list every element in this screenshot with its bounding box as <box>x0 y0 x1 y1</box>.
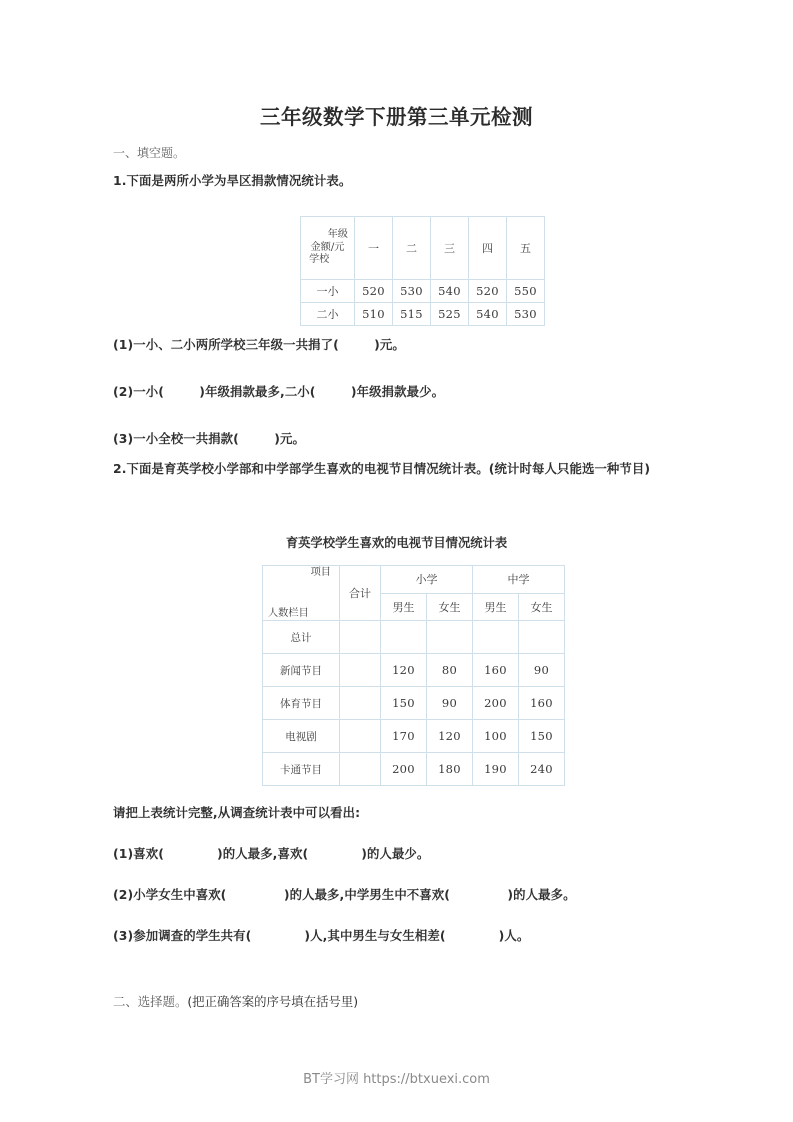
tv-cell-1-3: 90 <box>519 654 565 687</box>
donation-cell-1-4: 530 <box>507 303 545 326</box>
tv-cell-2-3: 160 <box>519 687 565 720</box>
tv-subheader-primary-male: 男生 <box>381 593 427 621</box>
tv-cell-2-total <box>340 687 381 720</box>
tv-program-statistics-table <box>262 565 565 786</box>
question-1-stem: 1.下面是两所小学为旱区捐款情况统计表。 <box>113 173 352 188</box>
section-1-heading: 一、填空题。 <box>113 146 186 160</box>
question-2-sub-1: (1)喜欢( )的人最多,喜欢( )的人最少。 <box>113 846 430 861</box>
donation-statistics-table <box>300 216 545 326</box>
tv-row-label-3: 电视剧 <box>263 720 340 753</box>
tv-cell-3-0: 170 <box>381 720 427 753</box>
tv-row-label-0: 总计 <box>263 621 340 654</box>
question-1-sub-2: (2)一小( )年级捐款最多,二小( )年级捐款最少。 <box>113 384 445 399</box>
question-2-instruction: 请把上表统计完整,从调查统计表中可以看出: <box>113 805 361 820</box>
tv-corner-cell <box>263 566 340 621</box>
table-row <box>263 753 565 786</box>
tv-subheader-middle-female: 女生 <box>519 593 565 621</box>
tv-cell-0-2 <box>473 621 519 654</box>
donation-col-header-4: 四 <box>469 217 507 280</box>
section-2-heading-note: (把正确答案的序号填在括号里) <box>187 994 359 1009</box>
question-2-sub-2: (2)小学女生中喜欢( )的人最多,中学男生中不喜欢( )的人最多。 <box>113 887 576 902</box>
donation-cell-1-1: 515 <box>393 303 431 326</box>
tv-group-header-primary: 小学 <box>381 566 473 594</box>
donation-col-header-2: 二 <box>393 217 431 280</box>
tv-row-label-1: 新闻节目 <box>263 654 340 687</box>
tv-cell-0-1 <box>427 621 473 654</box>
tv-cell-1-2: 160 <box>473 654 519 687</box>
tv-cell-0-3 <box>519 621 565 654</box>
corner-label-item: 项目 <box>310 567 331 578</box>
question-2-sub-3: (3)参加调查的学生共有( )人,其中男生与女生相差( )人。 <box>113 928 530 943</box>
question-2-stem: 2.下面是育英学校小学部和中学部学生喜欢的电视节目情况统计表。(统计时每人只能选一种节目) <box>113 461 651 476</box>
question-1-sub-3: (3)一小全校一共捐款( )元。 <box>113 431 305 446</box>
tv-subheader-middle-male: 男生 <box>473 593 519 621</box>
table-row <box>263 654 565 687</box>
corner-label-count: 人数栏目 <box>268 607 309 619</box>
donation-col-header-1: 一 <box>355 217 393 280</box>
tv-cell-4-0: 200 <box>381 753 427 786</box>
donation-cell-1-2: 525 <box>431 303 469 326</box>
tv-cell-0-total <box>340 621 381 654</box>
donation-cell-1-3: 540 <box>469 303 507 326</box>
tv-cell-3-total <box>340 720 381 753</box>
tv-cell-4-2: 190 <box>473 753 519 786</box>
donation-cell-0-0: 520 <box>355 280 393 303</box>
tv-cell-1-1: 80 <box>427 654 473 687</box>
corner-label-grade: 年级 <box>327 229 348 241</box>
section-2-heading-prefix: 二、选择题。 <box>113 994 188 1009</box>
tv-cell-3-3: 150 <box>519 720 565 753</box>
donation-cell-0-1: 530 <box>393 280 431 303</box>
page-title: 三年级数学下册第三单元检测 <box>260 105 533 129</box>
donation-cell-0-3: 520 <box>469 280 507 303</box>
tv-group-header-middle: 中学 <box>473 566 565 594</box>
tv-cell-1-total <box>340 654 381 687</box>
tv-cell-4-total <box>340 753 381 786</box>
tv-row-label-4: 卡通节目 <box>263 753 340 786</box>
tv-col-header-total: 合计 <box>340 566 381 621</box>
footer-watermark: BT学习网 https://btxuexi.com <box>303 1072 490 1087</box>
donation-col-header-3: 三 <box>431 217 469 280</box>
tv-subheader-primary-female: 女生 <box>427 593 473 621</box>
tv-table-caption: 育英学校学生喜欢的电视节目情况统计表 <box>285 536 508 550</box>
donation-row-label-0: 一小 <box>301 280 355 303</box>
table-row <box>263 621 565 654</box>
tv-cell-4-1: 180 <box>427 753 473 786</box>
tv-cell-1-0: 120 <box>381 654 427 687</box>
tv-cell-2-2: 200 <box>473 687 519 720</box>
table-row <box>301 303 545 326</box>
tv-cell-2-1: 90 <box>427 687 473 720</box>
table-row <box>263 687 565 720</box>
donation-corner-cell <box>301 217 355 280</box>
table-row <box>301 217 545 280</box>
table-row <box>263 566 565 594</box>
donation-col-header-5: 五 <box>507 217 545 280</box>
tv-cell-3-2: 100 <box>473 720 519 753</box>
donation-row-label-1: 二小 <box>301 303 355 326</box>
tv-cell-2-0: 150 <box>381 687 427 720</box>
tv-cell-3-1: 120 <box>427 720 473 753</box>
corner-label-amount: 金额/元 <box>310 241 345 253</box>
question-1-sub-1: (1)一小、二小两所学校三年级一共捐了( )元。 <box>113 337 405 352</box>
donation-cell-0-4: 550 <box>507 280 545 303</box>
table-row <box>301 280 545 303</box>
donation-cell-0-2: 540 <box>431 280 469 303</box>
table-row <box>263 720 565 753</box>
tv-cell-4-3: 240 <box>519 753 565 786</box>
corner-label-school: 学校 <box>309 254 330 266</box>
donation-cell-1-0: 510 <box>355 303 393 326</box>
tv-cell-0-0 <box>381 621 427 654</box>
section-2-heading <box>113 993 358 1012</box>
tv-row-label-2: 体育节目 <box>263 687 340 720</box>
